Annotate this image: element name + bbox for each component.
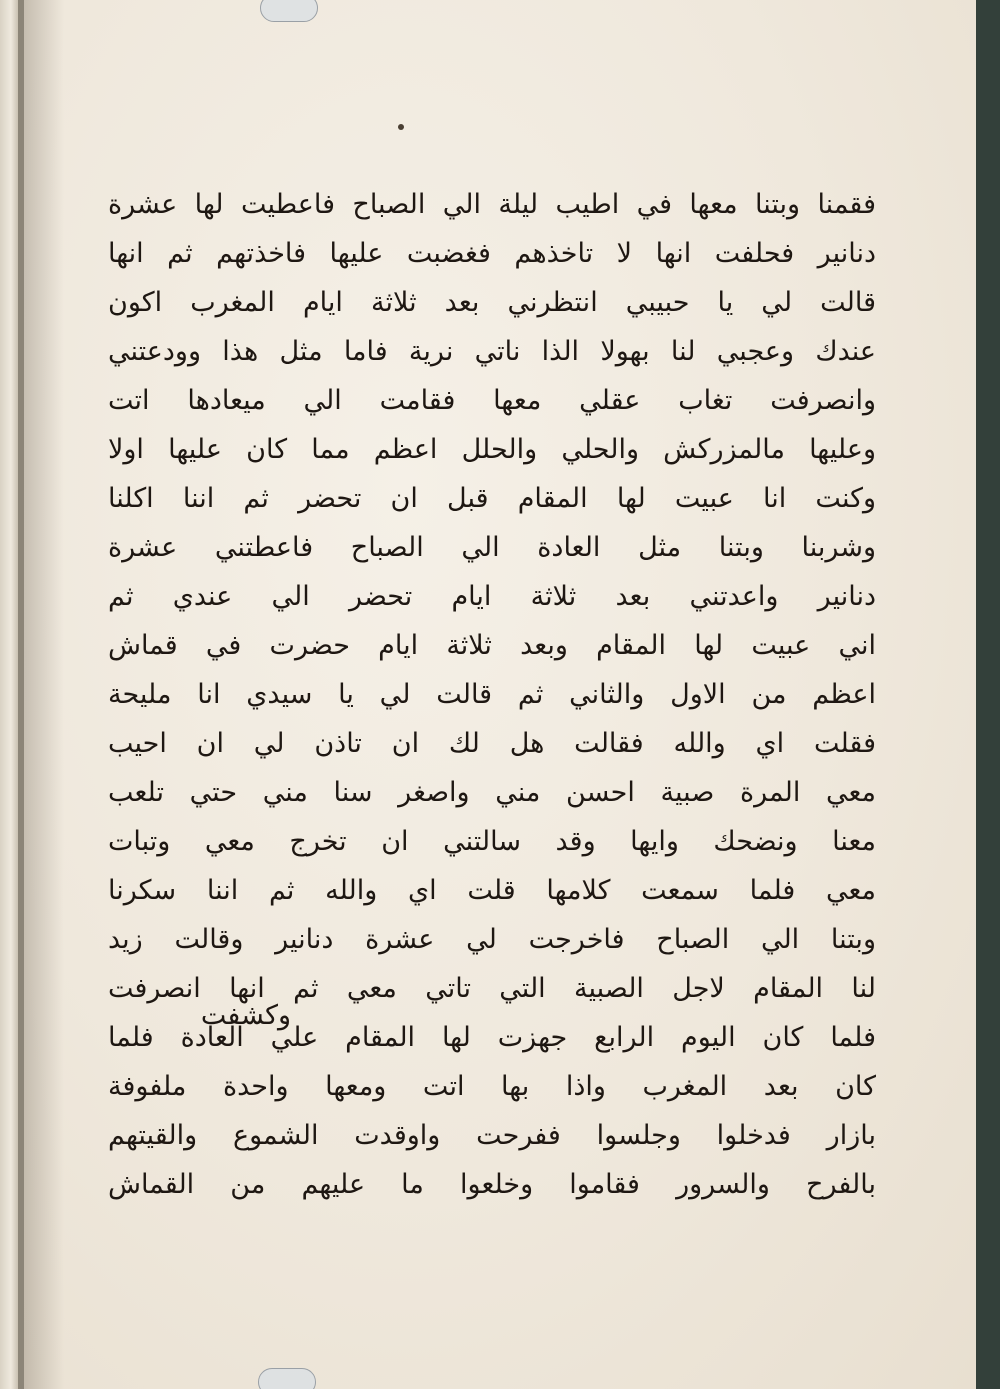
text-line: لنا المقام لاجل الصبية التي تاتي معي ثم انها انصرفت: [108, 973, 876, 1004]
text-line: كان بعد المغرب واذا بها اتت ومعها واحدة ملفوفة: [108, 1071, 876, 1102]
text-line: قالت لي يا حبيبي انتظرني بعد ثلاثة ايام المغرب اكون: [108, 287, 876, 318]
mount-clip-bottom: [258, 1368, 316, 1389]
text-line: بالفرح والسرور فقاموا وخلعوا ما عليهم من القماش: [108, 1169, 876, 1200]
text-line: اني عبيت لها المقام وبعد ثلاثة ايام حضرت في قماش: [108, 630, 876, 661]
text-line: عندك وعجبي لنا بهولا الذا ناتي نرية فاما مثل هذا وودعتني: [108, 336, 876, 367]
ink-dot: [398, 124, 404, 130]
text-line: دنانير واعدتني بعد ثلاثة ايام تحضر الي عندي ثم: [108, 581, 876, 612]
text-line: دنانير فحلفت انها لا تاخذهم فغضبت عليها فاخذتهم ثم انها: [108, 238, 876, 269]
text-line: معي المرة صبية احسن مني واصغر سنا مني حتي تلعب: [108, 777, 876, 808]
catchword: وكشفت: [200, 1000, 292, 1031]
facing-page-edge: [0, 0, 18, 1389]
text-line: اعظم من الاول والثاني ثم قالت لي يا سيدي انا مليحة: [108, 679, 876, 710]
text-line: وبتنا الي الصباح فاخرجت لي عشرة دنانير وقالت زيد: [108, 924, 876, 955]
text-line: معنا ونضحك وايها وقد سالتني ان تخرج معي وتبات: [108, 826, 876, 857]
mount-clip-top: [260, 0, 318, 22]
text-line: فقلت اي والله فقالت هل لك ان تاذن لي ان احيب: [108, 728, 876, 759]
text-line: وشربنا وبتنا مثل العادة الي الصباح فاعطتني عشرة: [108, 532, 876, 563]
text-line: بازار فدخلوا وجلسوا ففرحت واوقدت الشموع والقيتهم: [108, 1120, 876, 1151]
page-curl-shadow: [24, 0, 64, 1389]
text-line: وعليها مالمزركش والحلي والحلل اعظم مما كان عليها اولا: [108, 434, 876, 465]
manuscript-text-block: [108, 180, 876, 1209]
text-line: معي فلما سمعت كلامها قلت اي والله ثم اننا سكرنا: [108, 875, 876, 906]
text-line: فقمنا وبتنا معها في اطيب ليلة الي الصباح فاعطيت لها عشرة: [108, 189, 876, 220]
text-line: وانصرفت تغاب عقلي معها فقامت الي ميعادها اتت: [108, 385, 876, 416]
text-line: وكنت انا عبيت لها المقام قبل ان تحضر ثم اننا اكلنا: [108, 483, 876, 514]
text-line: فلما كان اليوم الرابع جهزت لها المقام علي العادة فلما: [108, 1022, 876, 1053]
